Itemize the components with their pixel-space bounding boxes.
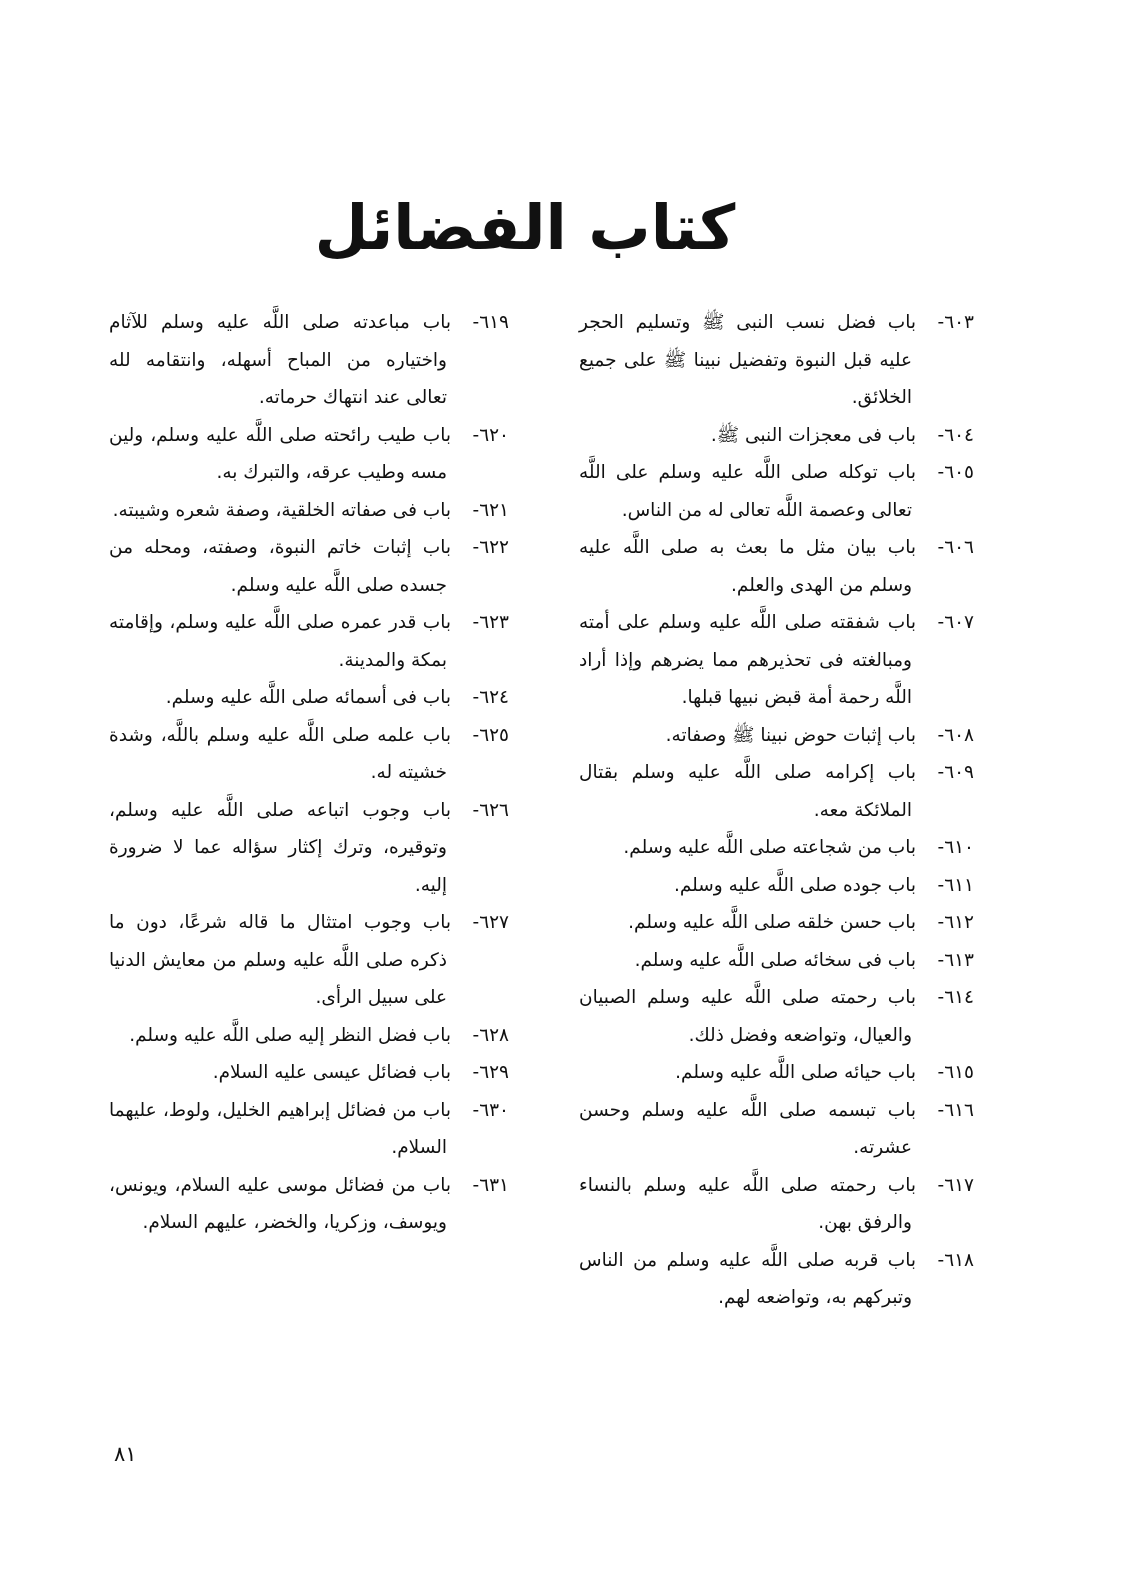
entry-number: ٦٠٣- (937, 312, 974, 333)
list-item (109, 1054, 509, 1092)
list-item (109, 604, 509, 679)
list-item (579, 454, 974, 529)
list-item (579, 604, 974, 717)
entry-number: ٦٢٥- (472, 724, 509, 746)
entry-number: ٦١٩- (472, 312, 509, 333)
entry-number: ٦٠٥- (937, 462, 974, 483)
entry-number: ٦٣١- (472, 1174, 509, 1196)
chapter-list-right (579, 304, 974, 1317)
entry-number: ٦٠٦- (937, 537, 974, 558)
entry-text: باب فضل نسب النبى ﷺ وتسليم الحجر عليه قبل النبوة وتفضيل نبينا ﷺ على جميع الخلائق. (579, 312, 916, 408)
list-item (109, 717, 509, 792)
list-item (109, 1017, 509, 1055)
entry-text: باب حسن خلقه صلى اللَّه عليه وسلم. (628, 912, 916, 933)
entry-number: ٦١٢- (937, 912, 974, 933)
entry-number: ٦١٧- (937, 1174, 974, 1196)
entry-text: باب فضل النظر إليه صلى اللَّه عليه وسلم. (129, 1024, 451, 1046)
list-item (109, 904, 509, 1017)
entry-text: باب بيان مثل ما بعث به صلى اللَّه عليه وسلم من الهدى والعلم. (579, 537, 916, 596)
list-item (579, 829, 974, 867)
entry-number: ٦١٤- (937, 987, 974, 1008)
entry-text: باب إثبات حوض نبينا ﷺ وصفاته. (665, 724, 916, 746)
entry-number: ٦٢٦- (472, 799, 509, 821)
entry-text: باب فى معجزات النبى ﷺ. (710, 424, 916, 446)
chapter-list-left (109, 304, 509, 1242)
entry-number: ٦١٠- (937, 837, 974, 858)
list-item (579, 754, 974, 829)
entry-text: باب إثبات خاتم النبوة، وصفته، ومحله من جسده صلى اللَّه عليه وسلم. (109, 537, 451, 596)
list-item (109, 417, 509, 492)
page-title: كتاب الفضائل (314, 191, 736, 264)
list-item (579, 304, 974, 417)
entry-text: باب فى أسمائه صلى اللَّه عليه وسلم. (165, 687, 451, 708)
list-item (579, 529, 974, 604)
entry-text: باب تبسمه صلى اللَّه عليه وسلم وحسن عشرته. (579, 1099, 916, 1158)
entry-number: ٦٠٤- (937, 424, 974, 446)
entry-text: باب قدر عمره صلى اللَّه عليه وسلم، وإقامته بمكة والمدينة. (109, 612, 451, 671)
entry-text: باب قربه صلى اللَّه عليه وسلم من الناس وتبركهم به، وتواضعه لهم. (579, 1249, 916, 1308)
entry-number: ٦١٦- (937, 1099, 974, 1121)
entry-text: باب فى صفاته الخلقية، وصفة شعره وشيبته. (112, 499, 451, 521)
entry-number: ٦٢٠- (472, 424, 509, 446)
entry-number: ٦٠٩- (937, 762, 974, 783)
entry-text: باب جوده صلى اللَّه عليه وسلم. (673, 874, 916, 896)
entry-number: ٦١١- (937, 874, 974, 896)
list-item (579, 979, 974, 1054)
list-item (579, 904, 974, 942)
entry-text: باب من فضائل إبراهيم الخليل، ولوط، عليهما السلام. (109, 1099, 451, 1158)
list-item (579, 417, 974, 455)
list-item (579, 1242, 974, 1317)
entry-text: باب إكرامه صلى اللَّه عليه وسلم بقتال الملائكة معه. (579, 762, 916, 821)
entry-number: ٦٢٨- (472, 1024, 509, 1046)
entry-text: باب فى سخائه صلى اللَّه عليه وسلم. (634, 949, 916, 971)
entry-text: باب حيائه صلى اللَّه عليه وسلم. (675, 1062, 916, 1083)
list-item (109, 304, 509, 417)
entry-text: باب رحمته صلى اللَّه عليه وسلم بالنساء والرفق بهن. (579, 1174, 916, 1233)
entry-number: ٦٠٨- (937, 724, 974, 746)
entry-number: ٦٢٤- (472, 687, 509, 708)
list-item (579, 1167, 974, 1242)
entry-number: ٦٢١- (472, 499, 509, 521)
list-item (579, 1092, 974, 1167)
entry-number: ٦٢٣- (472, 612, 509, 633)
list-item (109, 1167, 509, 1242)
entry-text: باب علمه صلى اللَّه عليه وسلم باللَّه، وشدة خشيته له. (109, 724, 451, 783)
entry-text: باب وجوب اتباعه صلى اللَّه عليه وسلم، وتوقيره، وترك إكثار سؤاله عما لا ضرورة إليه. (109, 799, 451, 896)
entry-text: باب فضائل عيسى عليه السلام. (212, 1062, 451, 1083)
entry-text: باب رحمته صلى اللَّه عليه وسلم الصبيان والعيال، وتواضعه وفضل ذلك. (579, 987, 916, 1046)
list-item (109, 679, 509, 717)
list-item (579, 942, 974, 980)
page-number: ٨١ (114, 1442, 137, 1466)
entry-text: باب من شجاعته صلى اللَّه عليه وسلم. (623, 837, 916, 858)
entry-text: باب طيب رائحته صلى اللَّه عليه وسلم، ولين مسه وطيب عرقه، والتبرك به. (109, 424, 451, 483)
entry-number: ٦١٨- (937, 1249, 974, 1271)
entry-number: ٦٢٧- (472, 912, 509, 933)
entry-text: باب توكله صلى اللَّه عليه وسلم على اللَّه تعالى وعصمة اللَّه تعالى له من الناس. (579, 462, 916, 521)
entry-text: باب مباعدته صلى اللَّه عليه وسلم للآثام واختياره من المباح أسهله، وانتقامه لله تعالى عند انتهاك حرماته. (109, 312, 451, 408)
entry-number: ٦٣٠- (472, 1099, 509, 1121)
list-item (109, 529, 509, 604)
entry-text: باب من فضائل موسى عليه السلام، ويونس، ويوسف، وزكريا، والخضر، عليهم السلام. (109, 1174, 451, 1233)
entry-number: ٦١٣- (937, 949, 974, 971)
entry-number: ٦٠٧- (937, 612, 974, 633)
list-item (579, 717, 974, 755)
entry-text: باب شفقته صلى اللَّه عليه وسلم على أمته ومبالغته فى تحذيرهم مما يضرهم وإذا أراد اللَّه رحمة أمة قبض نبيها قبلها. (579, 612, 916, 708)
entry-number: ٦١٥- (937, 1062, 974, 1083)
list-item (109, 792, 509, 905)
entry-number: ٦٢٩- (472, 1062, 509, 1083)
entry-text: باب وجوب امتثال ما قاله شرعًا، دون ما ذكره صلى اللَّه عليه وسلم من معايش الدنيا على سبيل الرأى. (109, 912, 451, 1008)
list-item (579, 1054, 974, 1092)
entry-number: ٦٢٢- (472, 537, 509, 558)
list-item (109, 1092, 509, 1167)
list-item (579, 867, 974, 905)
list-item (109, 492, 509, 530)
